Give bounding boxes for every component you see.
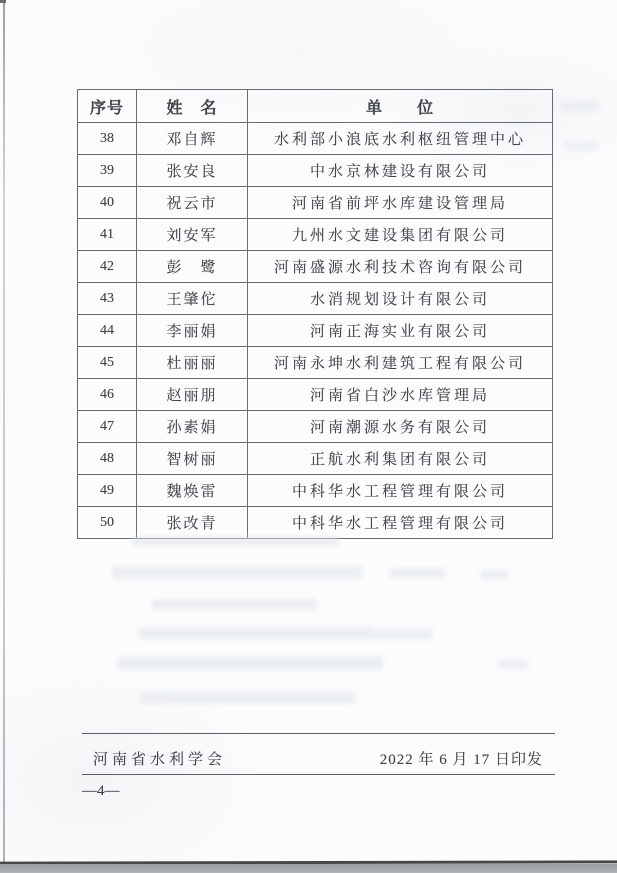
- cell-index: 44: [78, 315, 137, 347]
- cell-name: 张安良: [137, 155, 248, 187]
- table-row: [78, 283, 553, 315]
- cell-unit: 河南潮源水务有限公司: [248, 411, 553, 443]
- bleedthrough-ghost: [390, 568, 445, 578]
- cell-name: 孙素娟: [137, 411, 248, 443]
- cell-name: 杜丽丽: [137, 347, 248, 379]
- table-row: [78, 155, 553, 187]
- scanner-background: [0, 864, 617, 873]
- table-row: [78, 251, 553, 283]
- page-footer: [82, 746, 555, 768]
- cell-index: 50: [78, 507, 137, 539]
- cell-index: 40: [78, 187, 137, 219]
- cell-index: 43: [78, 283, 137, 315]
- cell-unit: 河南永坤水利建筑工程有限公司: [248, 347, 553, 379]
- table-row: [78, 507, 553, 539]
- cell-unit: 河南盛源水利技术咨询有限公司: [248, 251, 553, 283]
- header-cell-name: 姓 名: [137, 90, 248, 123]
- footer-print-date: 2022 年 6 月 17 日印发: [379, 752, 543, 768]
- cell-index: 46: [78, 379, 137, 411]
- cell-index: 41: [78, 219, 137, 251]
- table-row: [78, 187, 553, 219]
- cell-index: 45: [78, 347, 137, 379]
- roster-table-grid: [77, 89, 553, 539]
- bleedthrough-ghost: [498, 660, 528, 669]
- cell-unit: 水消规划设计有限公司: [248, 283, 553, 315]
- footer-rule-top: [82, 733, 555, 734]
- cell-name: 王肇佗: [137, 283, 248, 315]
- cell-unit: 九州水文建设集团有限公司: [248, 219, 553, 251]
- cell-unit: 正航水利集团有限公司: [248, 443, 553, 475]
- bleedthrough-ghost: [480, 570, 508, 579]
- cell-index: 48: [78, 443, 137, 475]
- table-row: [78, 411, 553, 443]
- header-cell-unit: 单 位: [248, 90, 553, 123]
- table-row: [78, 347, 553, 379]
- footer-rule-bottom: [82, 774, 555, 775]
- bleedthrough-ghost: [118, 657, 383, 670]
- cell-index: 39: [78, 155, 137, 187]
- table-row: [78, 379, 553, 411]
- table-row: [78, 475, 553, 507]
- roster-table-body: [78, 123, 553, 539]
- page-number: —4—: [82, 783, 120, 799]
- cell-unit: 河南正海实业有限公司: [248, 315, 553, 347]
- paper-top-corner-mark: [0, 0, 6, 3]
- bleedthrough-ghost: [112, 566, 362, 579]
- cell-name: 刘安军: [137, 219, 248, 251]
- bleedthrough-ghost: [140, 692, 355, 704]
- table-row: [78, 315, 553, 347]
- cell-name: 彭 鹭: [137, 251, 248, 283]
- cell-name: 张改青: [137, 507, 248, 539]
- bleedthrough-ghost: [565, 141, 599, 151]
- cell-name: 智树丽: [137, 443, 248, 475]
- bleedthrough-ghost: [373, 629, 433, 639]
- roster-table: [77, 89, 553, 539]
- cell-name: 李丽娟: [137, 315, 248, 347]
- header-row: [78, 90, 553, 123]
- bleedthrough-ghost: [133, 536, 338, 546]
- cell-unit: 河南省白沙水库管理局: [248, 379, 553, 411]
- cell-name: 邓自辉: [137, 123, 248, 155]
- cell-name: 祝云市: [137, 187, 248, 219]
- cell-unit: 中水京林建设有限公司: [248, 155, 553, 187]
- paper-left-edge: [3, 0, 5, 862]
- table-row: [78, 123, 553, 155]
- cell-index: 38: [78, 123, 137, 155]
- cell-name: 赵丽朋: [137, 379, 248, 411]
- cell-unit: 中科华水工程管理有限公司: [248, 507, 553, 539]
- cell-index: 49: [78, 475, 137, 507]
- bleedthrough-ghost: [560, 100, 600, 112]
- header-cell-index: 序号: [78, 90, 137, 123]
- cell-index: 42: [78, 251, 137, 283]
- cell-index: 47: [78, 411, 137, 443]
- table-row: [78, 443, 553, 475]
- footer-issuer: 河南省水利学会: [93, 752, 227, 768]
- table-row: [78, 219, 553, 251]
- cell-name: 魏焕雷: [137, 475, 248, 507]
- bleedthrough-ghost: [152, 599, 317, 610]
- cell-unit: 水利部小浪底水利枢纽管理中心: [248, 123, 553, 155]
- bleedthrough-ghost: [138, 627, 373, 639]
- cell-unit: 河南省前坪水库建设管理局: [248, 187, 553, 219]
- cell-unit: 中科华水工程管理有限公司: [248, 475, 553, 507]
- roster-table-header: [78, 90, 553, 123]
